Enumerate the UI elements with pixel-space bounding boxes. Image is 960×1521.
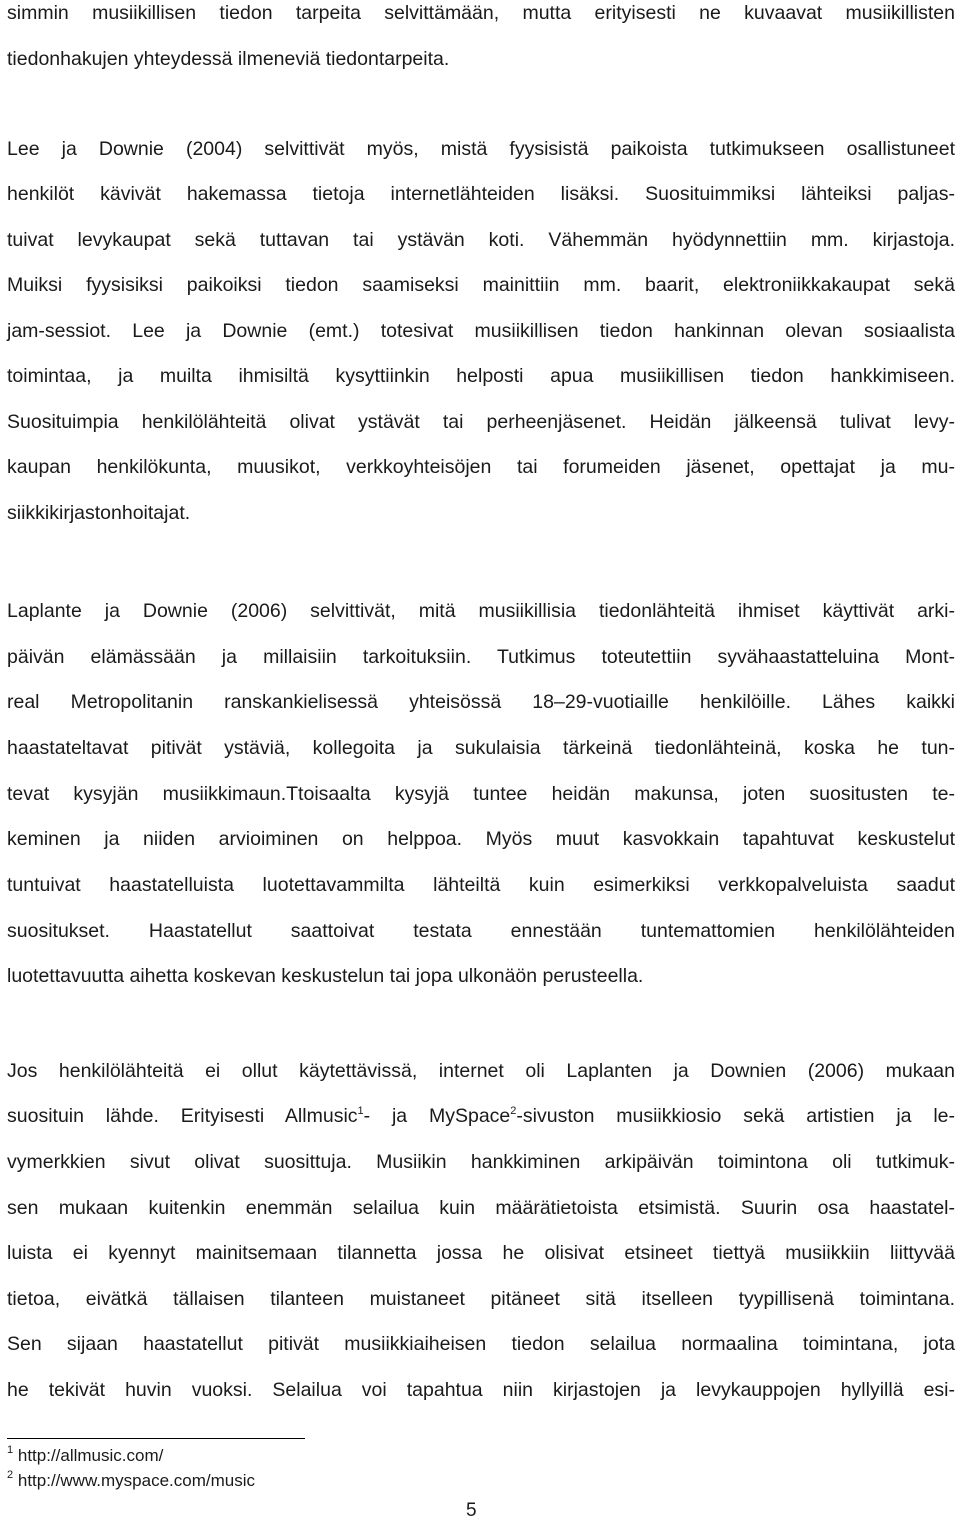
text-line: tuivat levykaupat sekä tuttavan tai ystävän koti. Vähemmän hyödynnettiin mm. kirjastoja. xyxy=(7,229,955,251)
text-line: toimintaa, ja muilta ihmisiltä kysyttiinkin helposti apua musiikillisen tiedon hankkimiseen. xyxy=(7,365,955,387)
text-segment: - ja MySpace xyxy=(363,1105,511,1127)
text-line: henkilöt kävivät hakemassa tietoja internetlähteiden lisäksi. Suosituimmiksi lähteiksi paljas- xyxy=(7,183,955,205)
text-line: Lee ja Downie (2004) selvittivät myös, mistä fyysisistä paikoista tutkimukseen osallistuneet xyxy=(7,138,955,160)
footnote-separator xyxy=(7,1438,305,1439)
footnote-link[interactable]: http://allmusic.com/ xyxy=(17,1446,164,1465)
text-segment: -sivuston musiikkiosio sekä artistien ja le- xyxy=(516,1105,956,1127)
footnote-1 xyxy=(7,1446,163,1466)
text-line: Sen sijaan haastatellut pitivät musiikkiaiheisen tiedon selailua normaalina toimintana, jota xyxy=(7,1333,955,1355)
text-line: Suosituimpia henkilölähteitä olivat ystävät tai perheenjäsenet. Heidän jälkeensä tulivat levy- xyxy=(7,411,955,433)
text-line: he tekivät huvin vuoksi. Selailua voi tapahtua niin kirjastojen ja levykauppojen hyllyillä esi- xyxy=(7,1379,955,1401)
text-line: real Metropolitanin ranskankielisessä yhteisössä 18–29-vuotiaille henkilöille. Lähes kaikki xyxy=(7,691,955,713)
text-line: suositukset. Haastatellut saattoivat testata ennestään tuntemattomien henkilölähteiden xyxy=(7,920,955,942)
text-line: vymerkkien sivut olivat suosittuja. Musiikin hankkiminen arkipäivän toimintona oli tutkimuk- xyxy=(7,1151,955,1173)
text-line: tuntuivat haastatelluista luotettavammilta lähteiltä kuin esimerkiksi verkkopalveluista saadut xyxy=(7,874,955,896)
text-line: kaupan henkilökunta, muusikot, verkkoyhteisöjen tai forumeiden jäsenet, opettajat ja mu- xyxy=(7,456,955,478)
text-line-with-footnote-refs xyxy=(7,1104,955,1128)
text-segment: suosituin lähde. Erityisesti Allmusic xyxy=(7,1105,358,1127)
footnote-link[interactable]: http://www.myspace.com/music xyxy=(17,1471,255,1490)
text-line: päivän elämässään ja millaisiin tarkoituksiin. Tutkimus toteutettiin syvähaastatteluina Mont- xyxy=(7,646,955,668)
text-line: luista ei kyennyt mainitsemaan tilannetta jossa he olisivat etsineet tiettyä musiikkiin liittyvää xyxy=(7,1242,955,1264)
text-line: haastateltavat pitivät ystäviä, kollegoita ja sukulaisia tärkeinä tiedonlähteinä, koska he tun- xyxy=(7,737,955,759)
footnote-ref-1[interactable]: 1 xyxy=(357,1105,364,1117)
footnote-2 xyxy=(7,1471,255,1491)
text-line: keminen ja niiden arvioiminen on helppoa. Myös muut kasvokkain tapahtuvat keskustelut xyxy=(7,828,955,850)
text-line: jam-sessiot. Lee ja Downie (emt.) totesivat musiikillisen tiedon hankinnan olevan sosiaalista xyxy=(7,320,955,342)
text-line: siikkikirjastonhoitajat. xyxy=(7,502,191,524)
text-line: tevat kysyjän musiikkimaun.Ttoisaalta kysyjä tuntee heidän makunsa, joten suositusten te- xyxy=(7,783,955,805)
text-line: luotettavuutta aihetta koskevan keskustelun tai jopa ulkonäön perusteella. xyxy=(7,965,644,987)
footnote-number: 1 xyxy=(7,1444,14,1456)
text-line: simmin musiikillisen tiedon tarpeita selvittämään, mutta erityisesti ne kuvaavat musiikillisten xyxy=(7,2,955,24)
text-line: Laplante ja Downie (2006) selvittivät, mitä musiikillisia tiedonlähteitä ihmiset käyttivät arki- xyxy=(7,600,955,622)
text-line: tietoa, eivätkä tällaisen tilanteen muistaneet pitäneet sitä itselleen tyypillisenä toimintana. xyxy=(7,1288,955,1310)
text-line: Muiksi fyysisiksi paikoiksi tiedon saamiseksi mainittiin mm. baarit, elektroniikkakaupat sekä xyxy=(7,274,955,296)
text-line: tiedonhakujen yhteydessä ilmeneviä tiedontarpeita. xyxy=(7,48,450,70)
text-line: Jos henkilölähteitä ei ollut käytettävissä, internet oli Laplanten ja Downien (2006) mukaan xyxy=(7,1060,955,1082)
page-number: 5 xyxy=(466,1500,477,1521)
text-line: sen mukaan kuitenkin enemmän selailua kuin määrätietoista etsimistä. Suurin osa haastatel- xyxy=(7,1197,955,1219)
footnote-ref-2[interactable]: 2 xyxy=(510,1105,517,1117)
footnote-number: 2 xyxy=(7,1469,14,1481)
